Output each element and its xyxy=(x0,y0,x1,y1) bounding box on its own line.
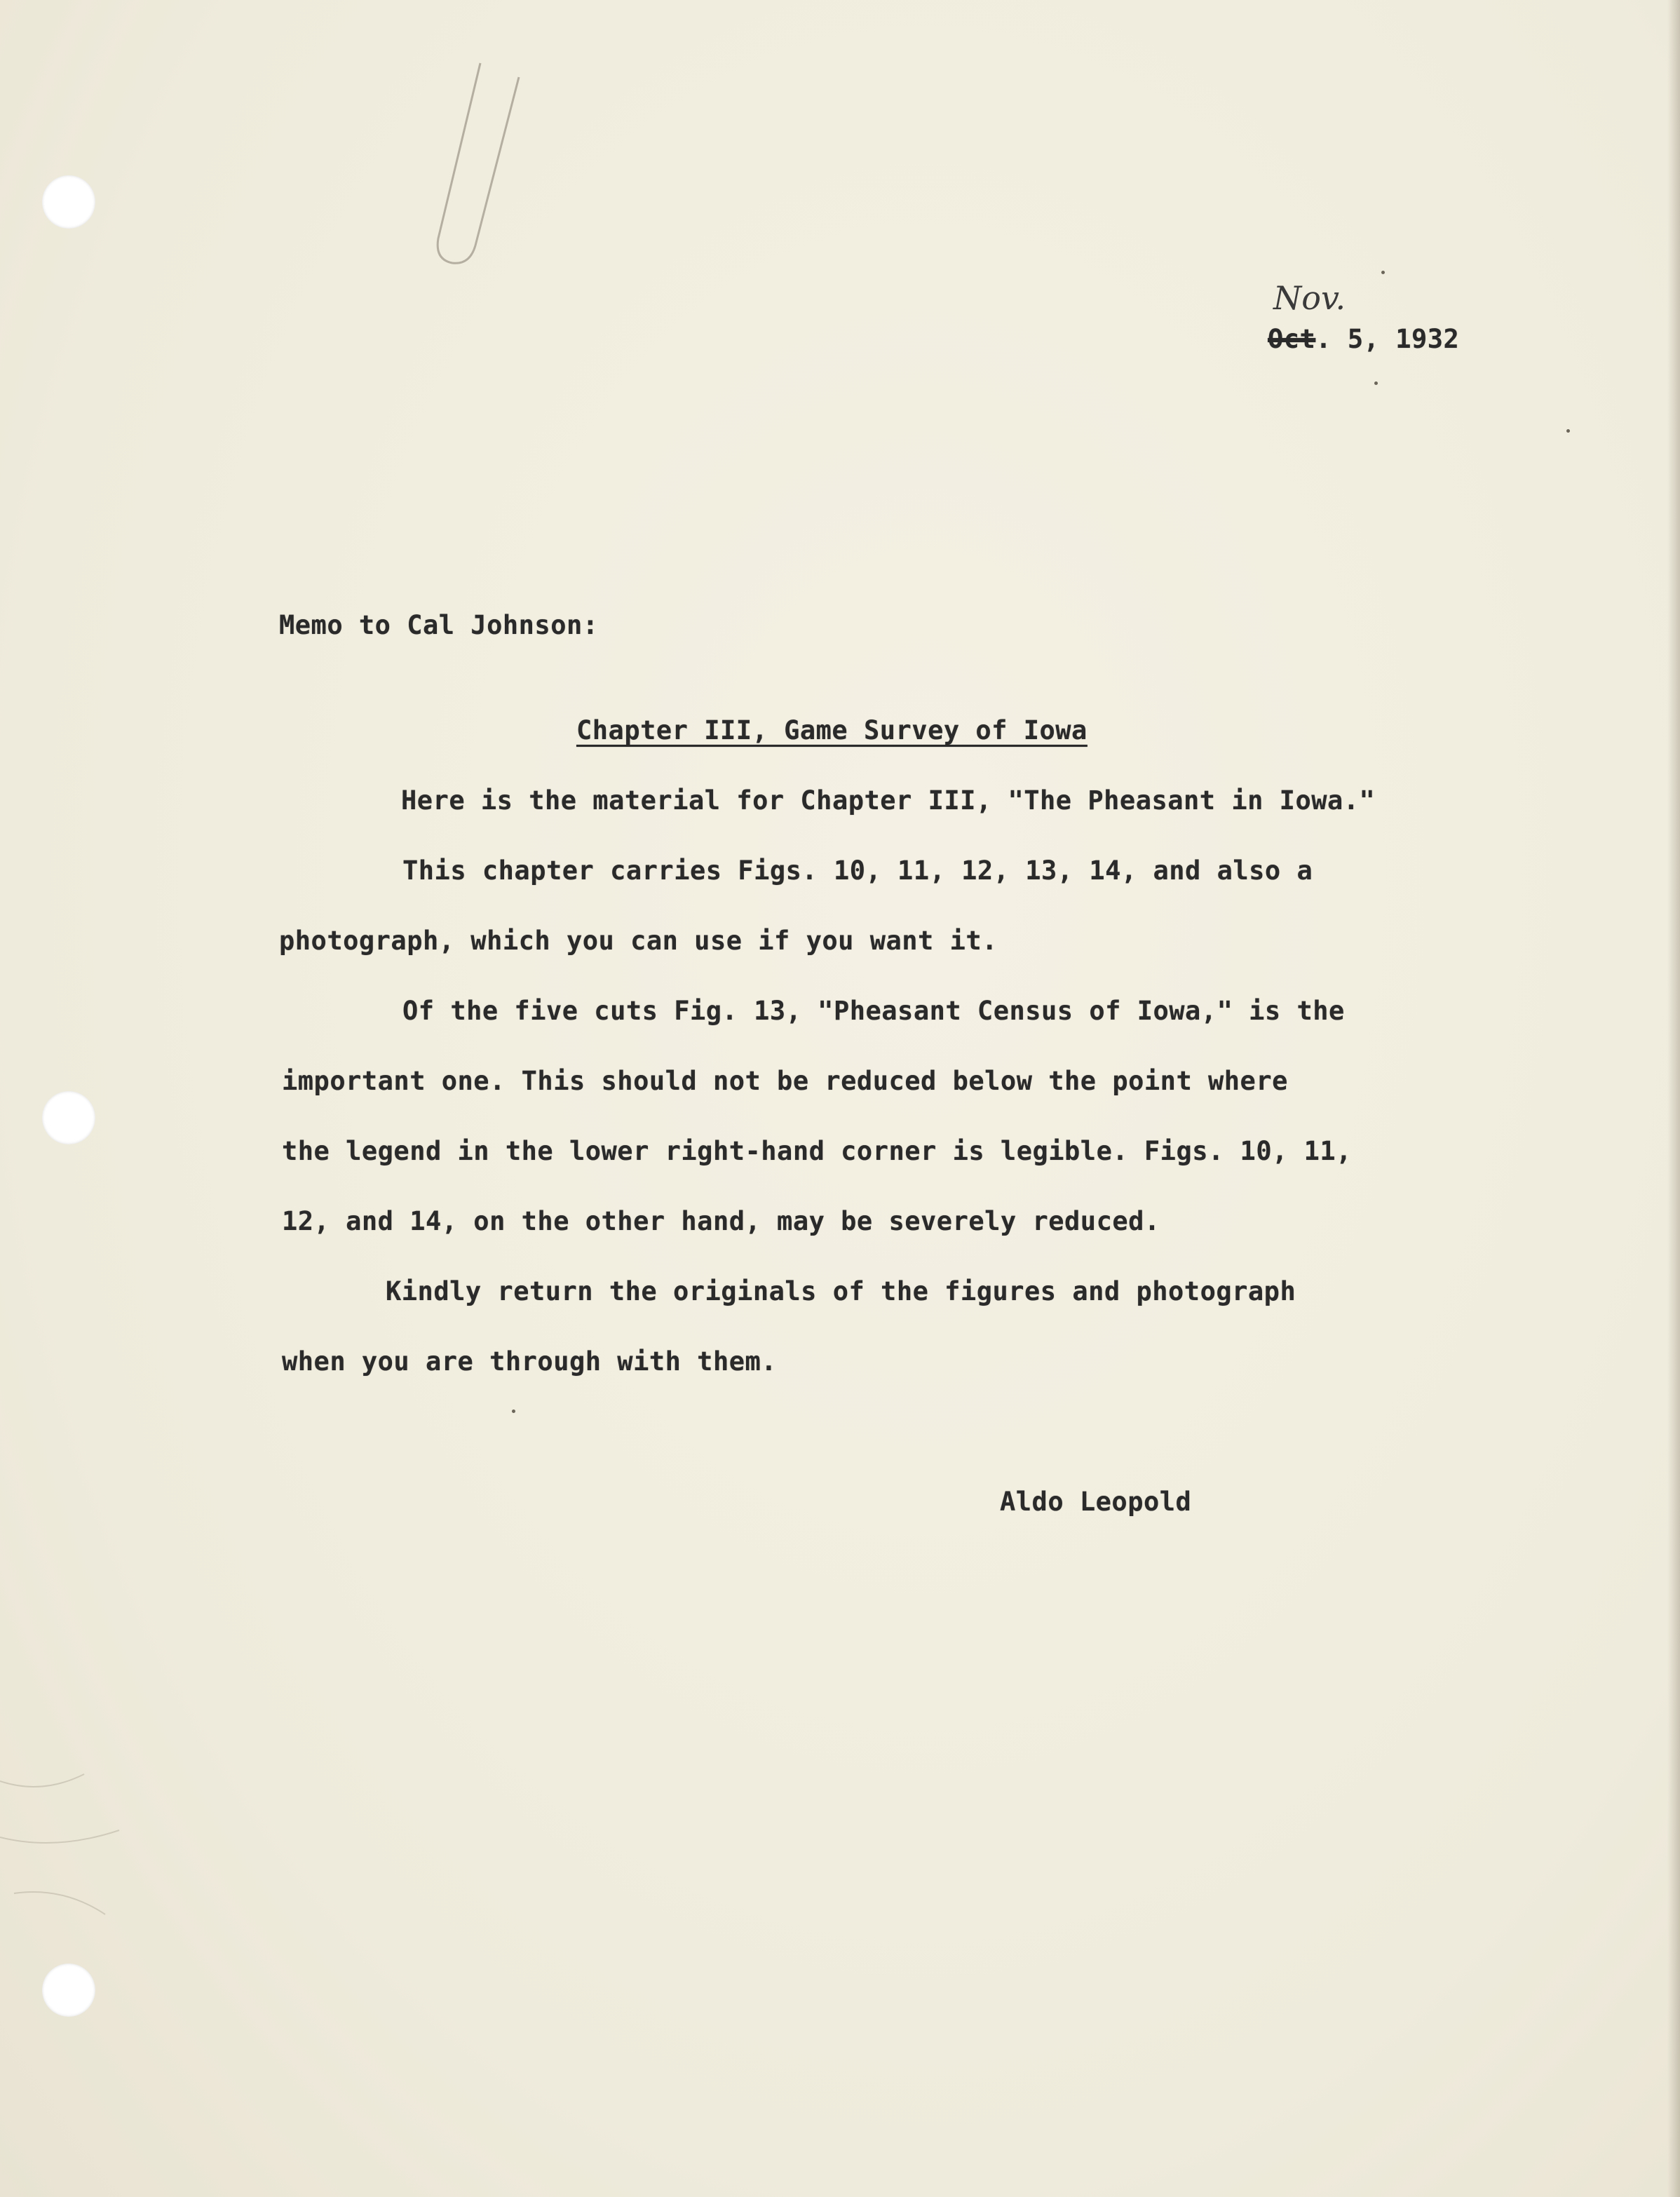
punch-hole-bottom xyxy=(42,1963,95,2017)
date-handwritten-correction: Nov. xyxy=(1273,279,1346,317)
memo-line-4: Of the five cuts Fig. 13, "Pheasant Census of Iowa," is the xyxy=(402,996,1345,1026)
paper-crease xyxy=(0,1753,182,1935)
memo-signature: Aldo Leopold xyxy=(1000,1487,1192,1517)
memo-line-6: the legend in the lower right-hand corner is legible. Figs. 10, 11, xyxy=(282,1136,1352,1166)
memo-line-7: 12, and 14, on the other hand, may be severely reduced. xyxy=(282,1206,1160,1236)
paper-speck xyxy=(1566,429,1570,433)
memo-line-5: important one. This should not be reduced below the point where xyxy=(282,1066,1288,1096)
memo-heading: Chapter III, Game Survey of Iowa xyxy=(576,715,1088,745)
paper-speck xyxy=(1374,381,1378,385)
paperclip-mark xyxy=(414,56,526,266)
memo-line-3: photograph, which you can use if you want it. xyxy=(279,926,998,956)
memo-date xyxy=(1268,324,1459,354)
punch-hole-middle xyxy=(42,1091,95,1144)
punch-hole-top xyxy=(42,175,95,229)
memo-line-2: This chapter carries Figs. 10, 11, 12, 13, 14, and also a xyxy=(402,856,1313,886)
date-day-year: . 5, 1932 xyxy=(1315,324,1460,354)
memo-line-9: when you are through with them. xyxy=(282,1346,778,1377)
memo-line-1: Here is the material for Chapter III, "The Pheasant in Iowa." xyxy=(401,785,1376,816)
page-edge-shadow xyxy=(1667,0,1680,2197)
memo-salutation: Memo to Cal Johnson: xyxy=(279,610,599,640)
paper-speck xyxy=(1381,271,1385,274)
paper-speck xyxy=(512,1410,515,1413)
memo-line-8: Kindly return the originals of the figures and photograph xyxy=(386,1276,1296,1306)
date-struck-month: Oct xyxy=(1268,324,1316,354)
